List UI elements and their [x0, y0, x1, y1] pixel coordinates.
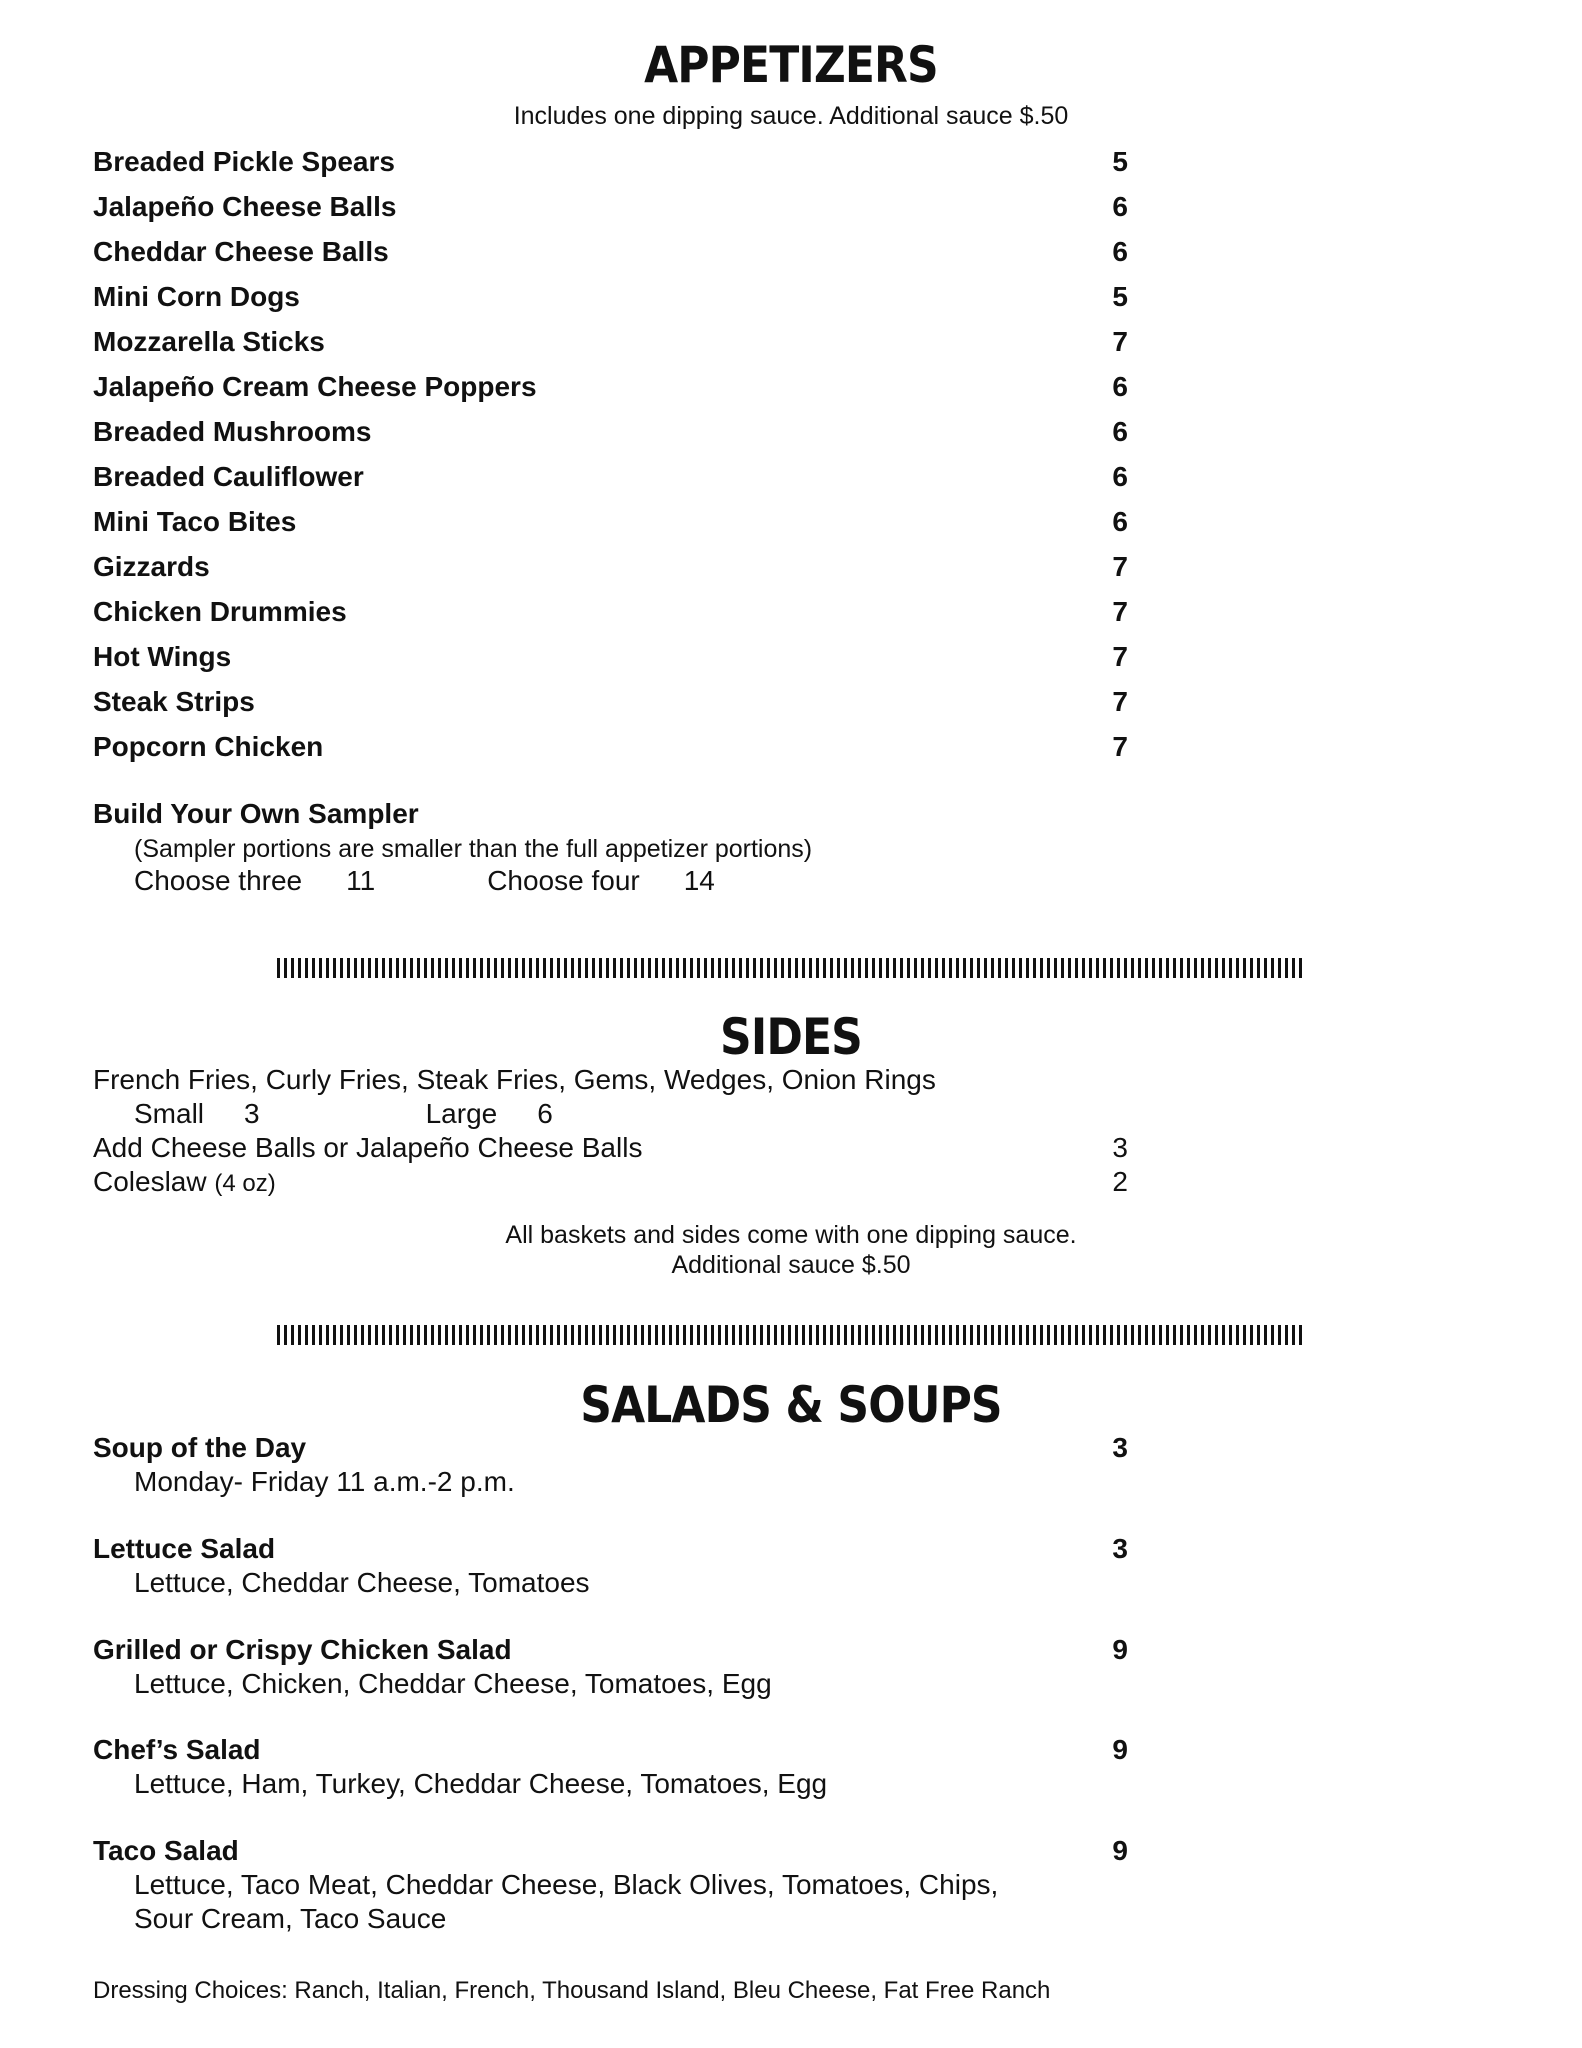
item-description-continued: Sour Cream, Taco Sauce: [134, 1903, 447, 1934]
sides-note-line2: Additional sauce $.50: [671, 1251, 911, 1279]
salads-heading: SALADS & SOUPS: [580, 1376, 1002, 1434]
appetizers-heading: APPETIZERS: [644, 36, 938, 94]
sampler-option-three-label: Choose three: [134, 865, 303, 896]
sides-note-line1: All baskets and sides come with one dipping sauce.: [505, 1221, 1077, 1249]
large-label: Large: [425, 1098, 498, 1129]
sampler-option-four-price: 14: [683, 865, 715, 896]
item-description: Monday- Friday 11 a.m.-2 p.m.: [134, 1466, 515, 1497]
small-price: 3: [244, 1098, 260, 1129]
menu-page: APPETIZERS Includes one dipping sauce. Additional sauce $.50 Breaded Pickle Spears 5 Jalapeño Cheese Balls 6 Cheddar Cheese Balls 6 Mini Corn Dogs 5 Mozzarella Sticks 7 Jalapeño Cream Cheese Poppers 6 Breaded Mushrooms 6 Breaded Cauliflower 6 Mini Taco Bites 6 Gizzards 7 Chicken Drummies 7 Hot Wings 7 Steak Strips 7 Popcorn Chicken 7 Build Your Own Sampler (Sampler portions are smaller than the full appetizer portions) Choose three 11 Choose four 14 SIDES French Fries, Curly Fries, Steak Fries, Gems, Wedges, Onion Rings Small 3 Large 6 Add Cheese Balls or Jalapeño Cheese Balls 3 Coleslaw (4 oz) 2 All baskets and sides come with one dipping sauce. Additional sauce $.50 SALADS & SOUPS Soup of the Day 3 Monday- Friday 11 a.m.-2 p.m. Lettuce Salad 3 Lettuce, Cheddar Cheese, Tomatoes Grilled or Crispy Chicken Salad 9 Lettuce, Chicken, Cheddar Cheese, Tomatoes, Egg Chef’s Salad 9 Lettuce, Ham, Turkey, Cheddar Cheese, Tomatoes, Egg Taco Salad 9 Lettuce, Taco Meat, Cheddar Cheese, Black Olives, Tomatoes, Chips, Sour Cream, Taco Sauce Dressing Choices: Ranch, Italian, French, Thousand Island, Bleu Cheese, Fat Free Ranch: [0, 0, 1582, 2048]
sampler-options: [134, 864, 715, 898]
small-label: Small: [134, 1098, 205, 1129]
appetizers-note: Includes one dipping sauce. Additional sauce $.50: [513, 102, 1069, 130]
sides-heading: SIDES: [720, 1008, 862, 1066]
item-description: Lettuce, Ham, Turkey, Cheddar Cheese, Tomatoes, Egg: [134, 1768, 828, 1799]
section-divider: [277, 958, 1305, 978]
item-description: Lettuce, Cheddar Cheese, Tomatoes: [134, 1567, 590, 1598]
item-description: Lettuce, Chicken, Cheddar Cheese, Tomatoes, Egg: [134, 1668, 772, 1699]
sampler-option-three-price: 11: [346, 865, 376, 896]
sides-sizes: [134, 1097, 553, 1131]
large-price: 6: [537, 1098, 553, 1129]
section-divider: [277, 1325, 1305, 1345]
sampler-option-four-label: Choose four: [487, 865, 640, 896]
sampler-note: (Sampler portions are smaller than the full appetizer portions): [134, 835, 813, 863]
item-description: Lettuce, Taco Meat, Cheddar Cheese, Black Olives, Tomatoes, Chips,: [134, 1869, 999, 1900]
